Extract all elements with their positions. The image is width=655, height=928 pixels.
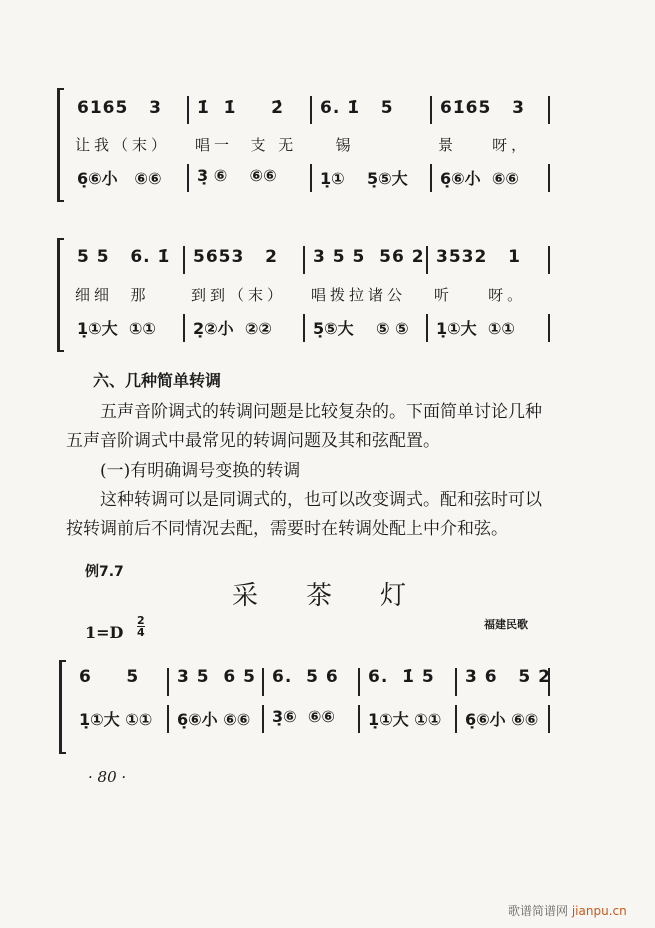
paragraph-line: 五声音阶调式的转调问题是比较复杂的。下面简单讨论几种 [100,402,542,422]
melody-notes: 3 5 6 5 [177,667,256,687]
watermark-cn: 歌谱简谱网 [508,904,569,918]
lyrics: 让我（末） [75,136,171,154]
barline [167,668,169,696]
chord-notes: 1̣① 5̣⑤大 [320,169,408,188]
section-heading: 六、几种简单转调 [93,371,222,390]
lyrics: 唱拨拉诸公 [311,286,407,304]
barline [262,668,264,696]
chord-notes: 1̣①大 ①① [79,710,153,729]
chord-notes: 1̣①大 ①① [436,319,515,338]
chord-notes: 6̣⑥小 ⑥⑥ [440,169,519,188]
song-title: 采茶灯 [232,581,455,611]
barline [548,314,550,342]
melody-notes: 6165 3 [77,98,162,118]
chord-notes: 3̣⑥ ⑥⑥ [272,707,335,726]
melody-notes: 3 5 5 56 2 [313,247,425,267]
barline [426,246,428,274]
time-signature [137,615,145,638]
song-source: 福建民歌 [484,618,528,631]
melody-notes: 3 6 5 2 [465,667,551,687]
melody-notes: 3532 1 [436,247,521,267]
lyrics: 听 呀。 [434,286,527,304]
barline [187,164,189,192]
barline [548,96,550,124]
barline [187,96,189,124]
chord-notes: 6̣⑥小 ⑥⑥ [177,710,251,729]
melody-notes: 6. 1̇ 5 [320,98,394,118]
system-brace [57,88,64,202]
system-brace [59,660,66,754]
barline [183,246,185,274]
watermark-url: jianpu.cn [571,904,627,918]
melody-notes: 6. 1̇ 5 [368,667,435,687]
melody-notes: 5 5 6. 1̇ [77,247,171,267]
barline [310,96,312,124]
melody-notes: 6. 5 6 [272,667,339,687]
barline [430,96,432,124]
key-signature: 1=D [85,623,124,642]
barline [548,246,550,274]
barline [262,705,264,733]
paragraph-line: 这种转调可以是同调式的，也可以改变调式。配和弦时可以 [100,490,542,510]
barline [426,314,428,342]
melody-notes: 6 5 [79,667,140,687]
barline [548,705,550,733]
chord-notes: 3̣ ⑥ ⑥⑥ [197,166,277,185]
paragraph-line: 五声音阶调式中最常见的转调问题及其和弦配置。 [66,431,440,451]
system-brace [57,238,64,352]
barline [358,668,360,696]
melody-notes: 61̇65 3 [440,98,525,118]
paragraph-line: 按转调前后不同情况去配，需要时在转调处配上中介和弦。 [66,519,508,539]
lyrics: 锡 [318,136,355,154]
chord-notes: 5̣⑤大 ⑤ ⑤ [313,319,409,338]
chord-notes: 6̣⑥小 ⑥⑥ [77,169,162,188]
lyrics: 细细 那 [75,286,150,304]
barline [430,164,432,192]
barline [303,246,305,274]
barline [167,705,169,733]
chord-notes: 1̣①大 ①① [368,710,442,729]
time-top: 2 [137,614,145,627]
example-label: 例7.7 [85,564,124,580]
chord-notes: 2̣②小 ②② [193,319,272,338]
chord-notes: 1̣①大 ①① [77,319,156,338]
subheading: (一)有明确调号变换的转调 [100,461,301,481]
time-bottom: 4 [137,626,145,639]
barline [455,668,457,696]
lyrics: 唱一 支 无 [195,136,298,154]
barline [303,314,305,342]
barline [548,164,550,192]
lyrics: 到到（末） [191,286,287,304]
chord-notes: 6̣⑥小 ⑥⑥ [465,710,539,729]
barline [183,314,185,342]
lyrics: 景 呀， [438,136,531,154]
melody-notes: 5653 2 [193,247,278,267]
watermark [508,902,627,919]
page-number: · 80 · [88,768,127,786]
barline [358,705,360,733]
barline [310,164,312,192]
barline [455,705,457,733]
melody-notes: 1̇ 1̇ 2̇ [197,98,284,118]
